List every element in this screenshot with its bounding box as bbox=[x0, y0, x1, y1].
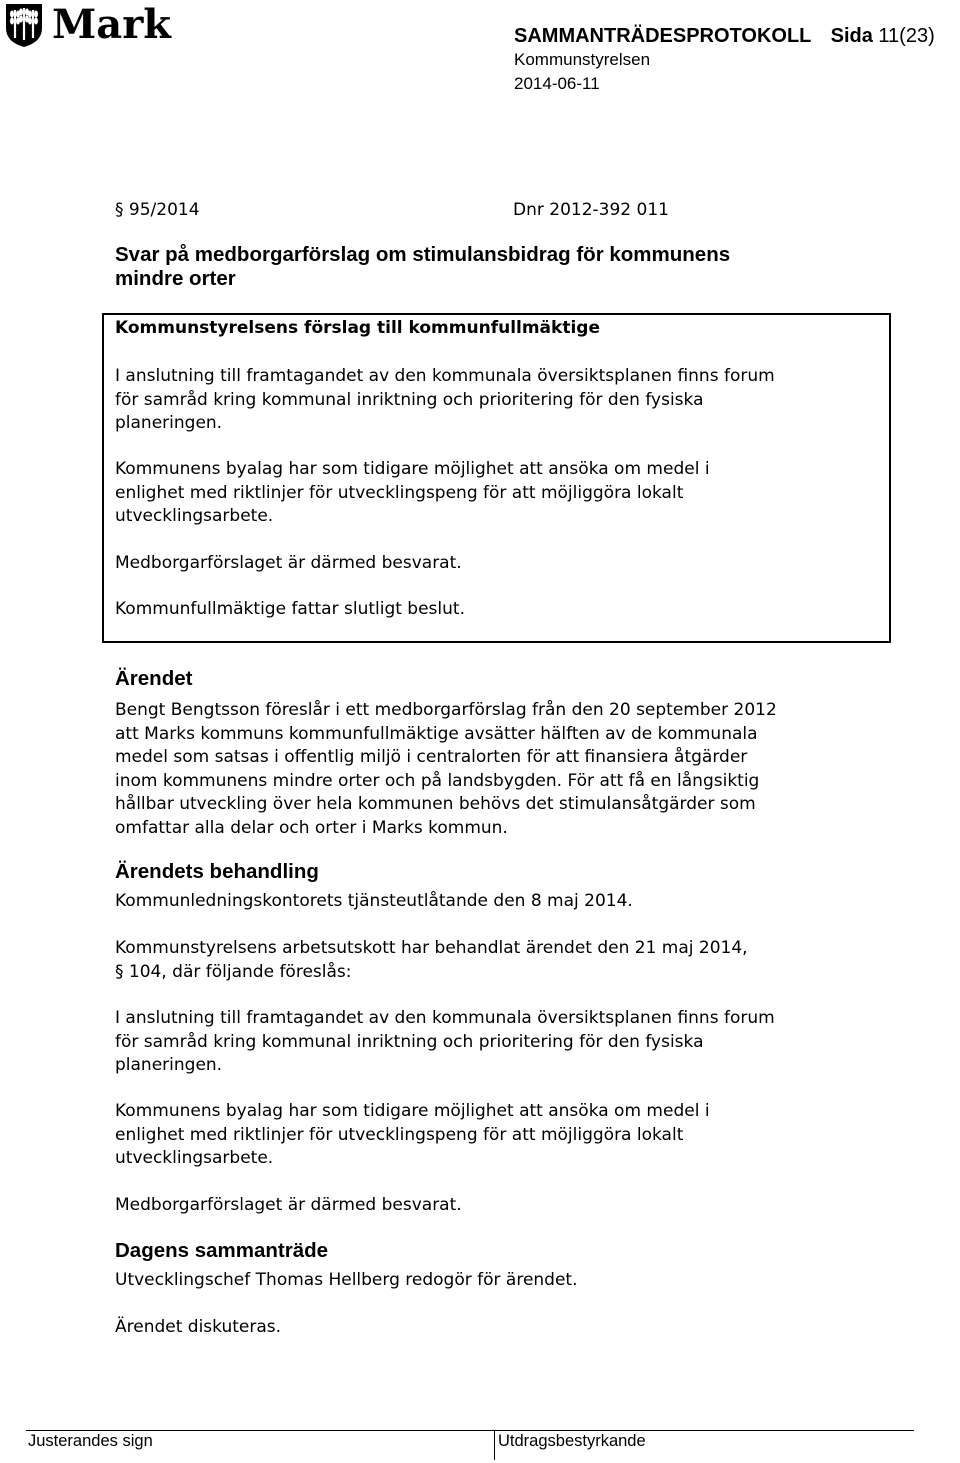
page-label: Sida bbox=[830, 25, 873, 47]
section-heading-dagens: Dagens sammanträde bbox=[115, 1239, 329, 1262]
document-type: SAMMANTRÄDESPROTOKOLL bbox=[514, 25, 812, 47]
footer-justerandes-sign: Justerandes sign bbox=[28, 1432, 153, 1450]
meeting-date: 2014-06-11 bbox=[514, 74, 600, 93]
document-header bbox=[514, 24, 935, 96]
paragraph-number: § 95/2014 bbox=[115, 200, 200, 220]
section-heading-arendet: Ärendet bbox=[115, 667, 193, 690]
proposal-paragraph-3: Medborgarförslaget är därmed besvarat. bbox=[115, 553, 462, 573]
mark-crest-icon bbox=[4, 2, 44, 48]
behandling-paragraph-4: Kommunens byalag har som tidigare möjlighet att ansöka om medel i enlighet med riktlinjer för utvecklingspeng för att möjliggöra lokalt utvecklingsarbete. bbox=[115, 1101, 710, 1168]
section-heading-behandling: Ärendets behandling bbox=[115, 860, 319, 883]
logo-wordmark: Mark bbox=[52, 1, 171, 48]
footer-separator bbox=[494, 1430, 495, 1460]
diary-number: Dnr 2012-392 011 bbox=[513, 200, 669, 220]
behandling-paragraph-5: Medborgarförslaget är därmed besvarat. bbox=[115, 1195, 462, 1215]
behandling-paragraph-2: Kommunstyrelsens arbetsutskott har behandlat ärendet den 21 maj 2014, § 104, där följande föreslås: bbox=[115, 938, 748, 982]
proposal-heading: Kommunstyrelsens förslag till kommunfullmäktige bbox=[115, 318, 600, 338]
dagens-paragraph-1: Utvecklingschef Thomas Hellberg redogör för ärendet. bbox=[115, 1270, 578, 1290]
municipality-logo bbox=[4, 2, 171, 48]
proposal-paragraph-2: Kommunens byalag har som tidigare möjlighet att ansöka om medel i enlighet med riktlinjer för utvecklingspeng för att möjliggöra lokalt utvecklingsarbete. bbox=[115, 459, 710, 526]
case-title: Svar på medborgarförslag om stimulansbidrag för kommunens mindre orter bbox=[115, 243, 731, 290]
behandling-paragraph-3: I anslutning till framtagandet av den kommunala översiktsplanen finns forum för samråd kring kommunal inriktning och prioritering för den fysiska planeringen. bbox=[115, 1008, 775, 1075]
arendet-paragraph: Bengt Bengtsson föreslår i ett medborgarförslag från den 20 september 2012 att Marks kommuns kommunfullmäktige avsätter hälften av de kommunala medel som satsas i offentlig miljö i centralorten för att finansiera åtgärder inom kommunens mindre orter och på landsbygden. För att få en långsiktig hållbar utveckling över hela kommunen behövs det stimulansåtgärder som omfattar alla delar och orter i Marks kommun. bbox=[115, 700, 777, 838]
case-reference-row bbox=[115, 199, 815, 223]
footer-utdragsbestyrkande: Utdragsbestyrkande bbox=[498, 1432, 646, 1450]
committee-name: Kommunstyrelsen bbox=[514, 50, 651, 69]
page-number: 11(23) bbox=[878, 25, 935, 47]
behandling-paragraph-1: Kommunledningskontorets tjänsteutlåtande den 8 maj 2014. bbox=[115, 891, 633, 911]
proposal-paragraph-1: I anslutning till framtagandet av den kommunala översiktsplanen finns forum för samråd kring kommunal inriktning och prioritering för den fysiska planeringen. bbox=[115, 366, 775, 433]
footer-rule bbox=[26, 1430, 914, 1431]
dagens-paragraph-2: Ärendet diskuteras. bbox=[115, 1317, 282, 1337]
proposal-paragraph-4: Kommunfullmäktige fattar slutligt beslut. bbox=[115, 599, 465, 619]
